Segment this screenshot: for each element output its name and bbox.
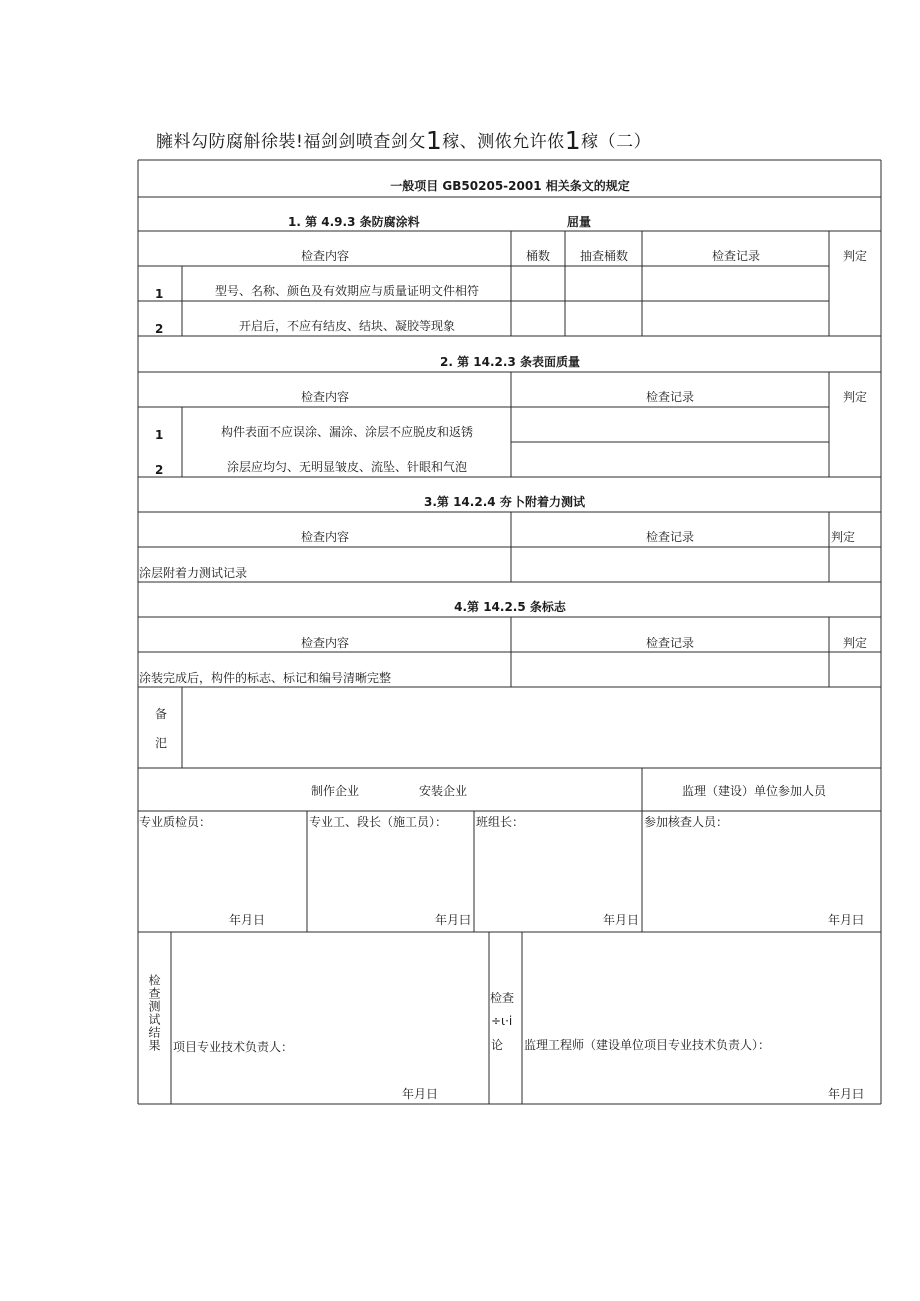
supervising-engineer-label: 监理工程师（建设单位项目专业技术负责人）： bbox=[524, 1038, 771, 1052]
page-title bbox=[156, 124, 876, 153]
section-1-title-right: 屈量 bbox=[567, 215, 592, 229]
s2-header-content: 检查内容 bbox=[300, 390, 350, 404]
foreman-label: 专业工、段长（施工员）： bbox=[309, 815, 448, 829]
s3-row-text: 涂层附着力测试记录 bbox=[139, 566, 248, 580]
s3-header-judge: 判定 bbox=[831, 530, 856, 544]
s4-row-text: 涂装完成后，构件的标志、标记和编号清晰完整 bbox=[139, 671, 392, 685]
section-3-title-right: 卜附着力测试 bbox=[513, 495, 586, 509]
section-4-title: 4.第 14.2.5 条标志 bbox=[454, 600, 566, 614]
foreman-date: 年月曰 bbox=[435, 913, 472, 927]
s1-header-content: 检查内容 bbox=[300, 249, 350, 263]
s4-header-record: 检查记录 bbox=[645, 636, 695, 650]
conclusion-label-2: ÷ι·i bbox=[491, 1014, 513, 1028]
title-number-1: 1 bbox=[425, 126, 443, 155]
title-part-3: 稼（二） bbox=[581, 132, 652, 152]
main-header: 一般项目 GB50205-2001 相关条文的规定 bbox=[390, 179, 630, 193]
reviewer-label: 参加核查人员： bbox=[644, 815, 729, 829]
supervising-engineer-date: 年月曰 bbox=[828, 1087, 865, 1101]
title-part-1: 臃料勾防腐斛徐裝!福剑剑喷査剑攵 bbox=[156, 132, 426, 152]
s1-header-sample: 抽查桶数 bbox=[579, 249, 629, 263]
project-tech-lead-label: 项目专业技术负责人： bbox=[173, 1040, 294, 1054]
reviewer-date: 年月曰 bbox=[828, 913, 865, 927]
remarks-label-1: 备 bbox=[155, 707, 168, 721]
s1-header-record: 检查记录 bbox=[711, 249, 761, 263]
s2-header-judge: 判定 bbox=[842, 390, 868, 404]
s2-row-1-text: 构件表面不应误涂、漏涂、涂层不应脱皮和返锈 bbox=[220, 425, 474, 439]
s2-row-1-number: 1 bbox=[155, 428, 164, 442]
s1-row-1-text: 型号、名称、颜色及有效期应与质量证明文件相符 bbox=[214, 284, 480, 298]
s1-row-2-number: 2 bbox=[155, 322, 164, 336]
title-part-2: 稼、测侬允许侬 bbox=[442, 132, 565, 152]
s2-row-2-text: 涂层应均匀、无明显皱皮、流坠、针眼和气泡 bbox=[226, 460, 468, 474]
team-leader-label: 班组长： bbox=[476, 815, 525, 829]
s4-header-content: 检查内容 bbox=[300, 636, 350, 650]
remarks-label-2: 汜 bbox=[155, 736, 168, 750]
team-leader-date: 年月日 bbox=[603, 913, 640, 927]
installer-label: 安装企业 bbox=[419, 784, 468, 798]
title-number-2: 1 bbox=[564, 126, 582, 155]
conclusion-label-1: 检查 bbox=[490, 991, 515, 1005]
s1-row-2-text: 开启后，不应有结皮、结块、凝胶等现象 bbox=[238, 319, 456, 333]
s1-header-judge: 判定 bbox=[842, 249, 868, 263]
s1-row-1-number: 1 bbox=[155, 287, 164, 301]
supervisor-label: 监理（建设）单位参加人员 bbox=[681, 784, 827, 798]
s3-header-content: 检查内容 bbox=[300, 530, 350, 544]
maker-label: 制作企业 bbox=[311, 784, 360, 798]
quality-inspector-label: 专业质检员： bbox=[139, 815, 212, 829]
s4-header-judge: 判定 bbox=[842, 636, 868, 650]
s1-header-barrels: 桶数 bbox=[525, 249, 551, 263]
section-3-title: 3.第 14.2.4 夯 bbox=[424, 495, 512, 509]
s3-header-record: 检查记录 bbox=[645, 530, 695, 544]
s2-row-2-number: 2 bbox=[155, 463, 164, 477]
project-tech-lead-date: 年月日 bbox=[402, 1087, 439, 1101]
quality-inspector-date: 年月日 bbox=[229, 913, 266, 927]
s2-header-record: 检查记录 bbox=[645, 390, 695, 404]
section-2-title: 2. 第 14.2.3 条表面质量 bbox=[440, 355, 580, 369]
result-left-label: 检查测试结果 bbox=[147, 974, 161, 1052]
section-1-title: 1. 第 4.9.3 条防腐涂料 bbox=[288, 215, 420, 229]
conclusion-label-3: 论 bbox=[491, 1038, 504, 1052]
